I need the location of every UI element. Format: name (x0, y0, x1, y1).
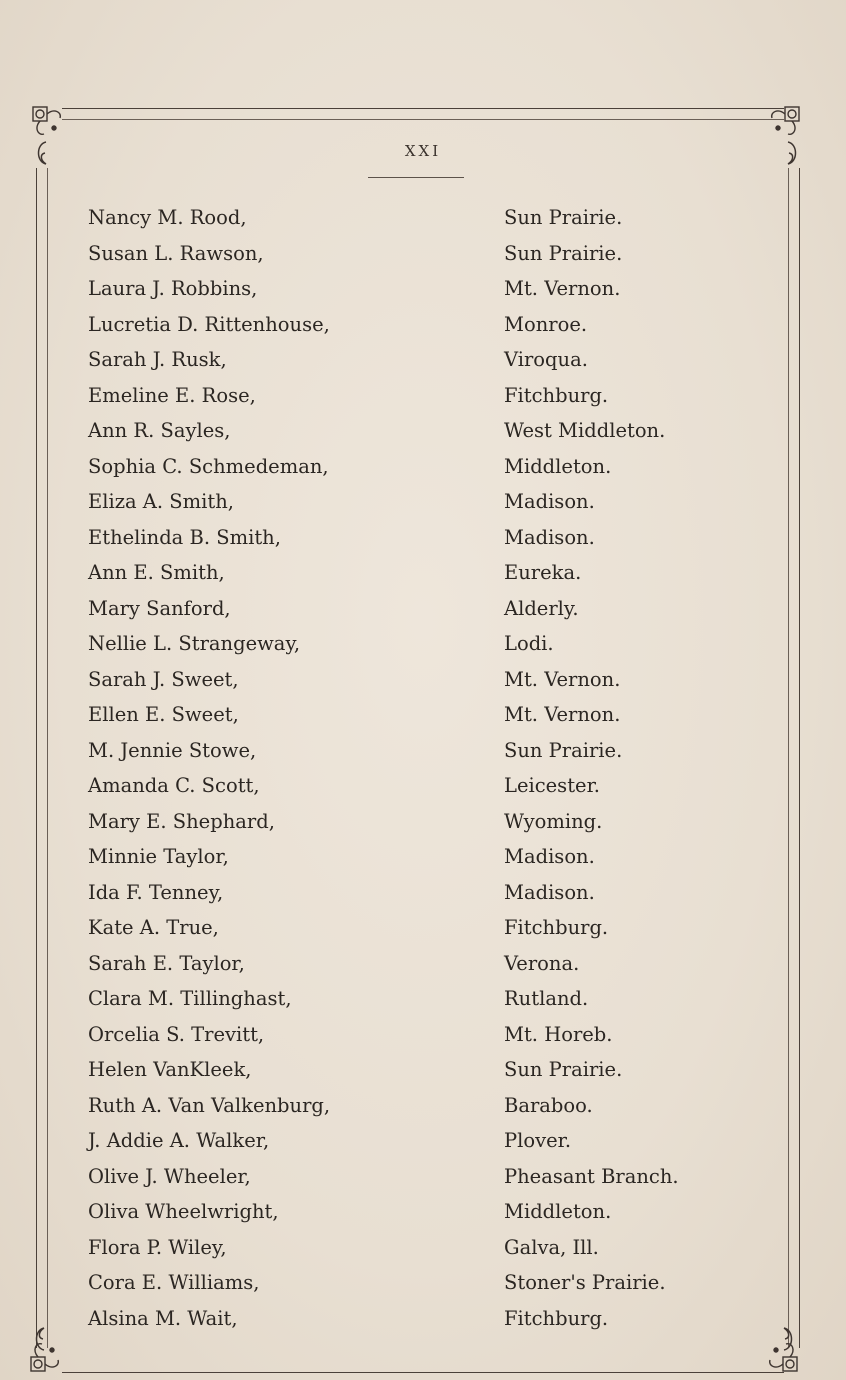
student-name: Sarah E. Taylor, (88, 951, 245, 975)
student-town: Middleton. (504, 454, 612, 478)
student-name: Mary E. Shephard, (88, 809, 275, 833)
roster-row (0, 1017, 846, 1053)
roster-row (0, 946, 846, 982)
student-name: Clara M. Tillinghast, (88, 987, 292, 1010)
student-name: Flora P. Wiley, (88, 1235, 227, 1259)
roster-row (0, 768, 846, 804)
roster-row (0, 307, 846, 343)
roster-row (0, 1230, 846, 1266)
student-name: Sarah J. Sweet, (88, 667, 239, 691)
roster-row (0, 449, 846, 485)
student-name: Nellie L. Strangeway, (88, 632, 301, 655)
student-town: Mt. Vernon. (504, 703, 621, 726)
student-town: Alderly. (504, 596, 579, 620)
student-name: Cora E. Williams, (88, 1271, 260, 1294)
roster-row (0, 271, 846, 307)
student-town: Madison. (504, 880, 595, 904)
student-town: Verona. (504, 951, 580, 975)
student-town: Lodi. (504, 632, 554, 655)
student-name: Eliza A. Smith, (88, 490, 234, 513)
roster-row (0, 910, 846, 946)
roster-row (0, 591, 846, 627)
roster-row (0, 1265, 846, 1301)
student-town: Fitchburg. (504, 916, 609, 939)
student-name: Lucretia D. Rittenhouse, (88, 312, 330, 336)
student-name: Amanda C. Scott, (88, 774, 260, 797)
roster-row (0, 413, 846, 449)
student-roster (0, 200, 846, 1336)
student-town: Rutland. (504, 987, 589, 1010)
roster-row (0, 1301, 846, 1337)
student-town: Mt. Vernon. (504, 667, 621, 691)
page-number-rule (368, 177, 464, 178)
student-name: Minnie Taylor, (88, 845, 229, 868)
student-name: Nancy M. Rood, (88, 206, 247, 229)
student-name: Kate A. True, (88, 916, 219, 939)
student-town: Sun Prairie. (504, 206, 623, 229)
frame-top-border (62, 108, 784, 120)
roster-row (0, 1088, 846, 1124)
roster-row (0, 662, 846, 698)
student-town: Sun Prairie. (504, 1058, 623, 1081)
student-town: Pheasant Branch. (504, 1164, 679, 1188)
roster-row (0, 804, 846, 840)
roster-row (0, 484, 846, 520)
student-name: Ruth A. Van Valkenburg, (88, 1093, 331, 1117)
student-town: Sun Prairie. (504, 241, 623, 265)
student-name: Alsina M. Wait, (88, 1306, 238, 1330)
student-town: Madison. (504, 490, 595, 513)
frame-bottom-border (62, 1372, 784, 1379)
corner-ornament-icon (768, 104, 802, 138)
student-name: Orcelia S. Trevitt, (88, 1022, 265, 1046)
roster-row (0, 520, 846, 556)
student-name: Helen VanKleek, (88, 1058, 252, 1081)
roster-row (0, 733, 846, 769)
roster-row (0, 1123, 846, 1159)
roster-row (0, 1159, 846, 1195)
roster-row (0, 555, 846, 591)
student-town: Madison. (504, 525, 595, 549)
student-name: Ellen E. Sweet, (88, 703, 239, 726)
student-name: Ann E. Smith, (88, 561, 225, 584)
student-name: Ida F. Tenney, (88, 880, 224, 904)
student-name: Mary Sanford, (88, 596, 231, 620)
student-name: Olive J. Wheeler, (88, 1164, 251, 1188)
student-town: Madison. (504, 845, 595, 868)
student-town: Baraboo. (504, 1093, 593, 1117)
student-town: Leicester. (504, 774, 600, 797)
roster-row (0, 697, 846, 733)
roster-row (0, 342, 846, 378)
student-name: Susan L. Rawson, (88, 241, 264, 265)
student-name: Oliva Wheelwright, (88, 1200, 279, 1223)
student-town: Sun Prairie. (504, 738, 623, 762)
student-town: West Middleton. (504, 419, 666, 442)
student-name: Emeline E. Rose, (88, 383, 256, 407)
roster-row (0, 1194, 846, 1230)
student-town: Middleton. (504, 1200, 612, 1223)
scroll-ornament-icon (34, 140, 50, 166)
student-town: Mt. Horeb. (504, 1022, 613, 1046)
roster-row (0, 875, 846, 911)
corner-ornament-icon (30, 104, 64, 138)
student-town: Monroe. (504, 312, 588, 336)
roster-row (0, 981, 846, 1017)
student-town: Galva, Ill. (504, 1235, 599, 1259)
student-town: Viroqua. (504, 348, 588, 371)
roster-row (0, 839, 846, 875)
student-name: Sarah J. Rusk, (88, 348, 227, 371)
student-name: Laura J. Robbins, (88, 277, 258, 300)
roster-row (0, 378, 846, 414)
student-town: Mt. Vernon. (504, 277, 621, 300)
page-number: XXI (404, 142, 442, 160)
student-name: J. Addie A. Walker, (88, 1129, 270, 1152)
roster-row (0, 200, 846, 236)
student-town: Plover. (504, 1129, 572, 1152)
student-name: Ethelinda B. Smith, (88, 525, 281, 549)
student-name: Ann R. Sayles, (88, 419, 231, 442)
student-town: Eureka. (504, 561, 582, 584)
student-name: Sophia C. Schmedeman, (88, 454, 329, 478)
student-town: Wyoming. (504, 809, 603, 833)
student-town: Fitchburg. (504, 1306, 609, 1330)
student-name: M. Jennie Stowe, (88, 738, 257, 762)
roster-row (0, 236, 846, 272)
student-town: Stoner's Prairie. (504, 1271, 666, 1294)
scroll-ornament-icon (784, 140, 800, 166)
student-town: Fitchburg. (504, 383, 609, 407)
roster-row (0, 1052, 846, 1088)
roster-row (0, 626, 846, 662)
